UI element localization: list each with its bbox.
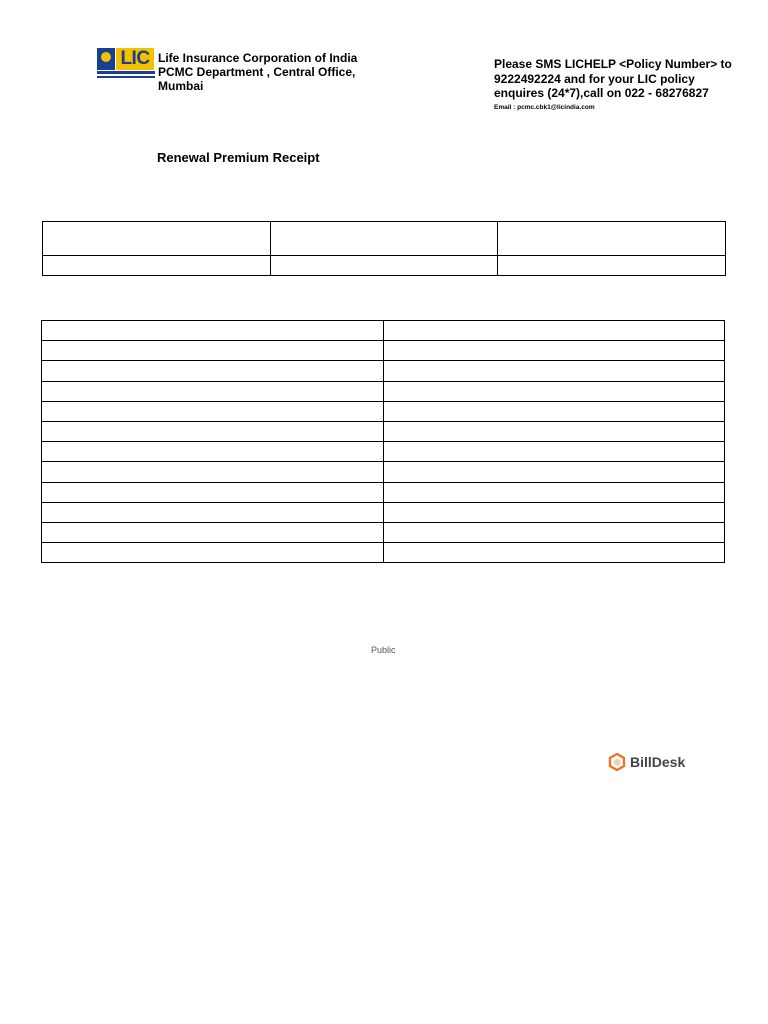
table-cell xyxy=(383,321,725,341)
table-row xyxy=(42,462,725,482)
table-cell xyxy=(42,482,384,502)
table-cell xyxy=(42,522,384,542)
table-cell xyxy=(43,222,271,256)
table-row xyxy=(42,502,725,522)
table-row xyxy=(43,256,726,276)
table-cell xyxy=(43,256,271,276)
table-cell xyxy=(383,341,725,361)
sms-line-3: enquires (24*7),call on 022 - 68276827 xyxy=(494,86,709,100)
table-cell xyxy=(498,256,726,276)
table-cell xyxy=(42,462,384,482)
table-cell xyxy=(42,341,384,361)
table-row xyxy=(42,543,725,563)
table-row xyxy=(42,381,725,401)
org-city: Mumbai xyxy=(158,79,204,93)
organization-address xyxy=(158,51,357,93)
table-cell xyxy=(383,522,725,542)
table-row xyxy=(42,421,725,441)
lic-logo xyxy=(97,48,155,80)
table-cell xyxy=(383,462,725,482)
org-department: PCMC Department , Central Office, xyxy=(158,65,356,79)
org-name: Life Insurance Corporation of India xyxy=(158,51,358,65)
table-cell xyxy=(383,502,725,522)
table-row xyxy=(42,401,725,421)
table-cell xyxy=(383,421,725,441)
lic-emblem-icon xyxy=(97,48,115,70)
table-cell xyxy=(42,421,384,441)
lic-logo-hindi-strip xyxy=(97,71,155,74)
table-cell xyxy=(42,442,384,462)
lic-logo-text: LIC xyxy=(116,48,154,70)
table-cell xyxy=(383,482,725,502)
classification-label: Public xyxy=(371,645,396,655)
billdesk-logo xyxy=(608,752,698,772)
table-row xyxy=(42,341,725,361)
sms-line-1: Please SMS LICHELP <Policy Number> to xyxy=(494,57,732,71)
table-row xyxy=(42,522,725,542)
table-cell xyxy=(383,442,725,462)
table-cell xyxy=(42,502,384,522)
table-cell xyxy=(498,222,726,256)
contact-email: Email : pcmc.cbk1@licindia.com xyxy=(494,104,595,111)
table-cell xyxy=(270,256,498,276)
table-row xyxy=(42,442,725,462)
policy-details-table xyxy=(41,320,725,563)
table-row xyxy=(43,222,726,256)
table-cell xyxy=(383,361,725,381)
table-row xyxy=(42,321,725,341)
table-cell xyxy=(42,543,384,563)
lic-logo-english-strip xyxy=(97,76,155,78)
receipt-summary-table xyxy=(42,221,726,276)
page-title: Renewal Premium Receipt xyxy=(157,150,320,165)
table-cell xyxy=(42,401,384,421)
table-cell xyxy=(42,321,384,341)
sms-line-2: 9222492224 and for your LIC policy xyxy=(494,71,695,86)
table-cell xyxy=(42,361,384,381)
table-row xyxy=(42,482,725,502)
table-cell xyxy=(270,222,498,256)
table-cell xyxy=(383,381,725,401)
table-row xyxy=(42,361,725,381)
sms-help-notice xyxy=(494,57,732,101)
table-cell xyxy=(383,401,725,421)
billdesk-logo-text: BillDesk xyxy=(630,754,686,770)
table-cell xyxy=(383,543,725,563)
billdesk-hexagon-icon xyxy=(608,753,626,771)
table-cell xyxy=(42,381,384,401)
